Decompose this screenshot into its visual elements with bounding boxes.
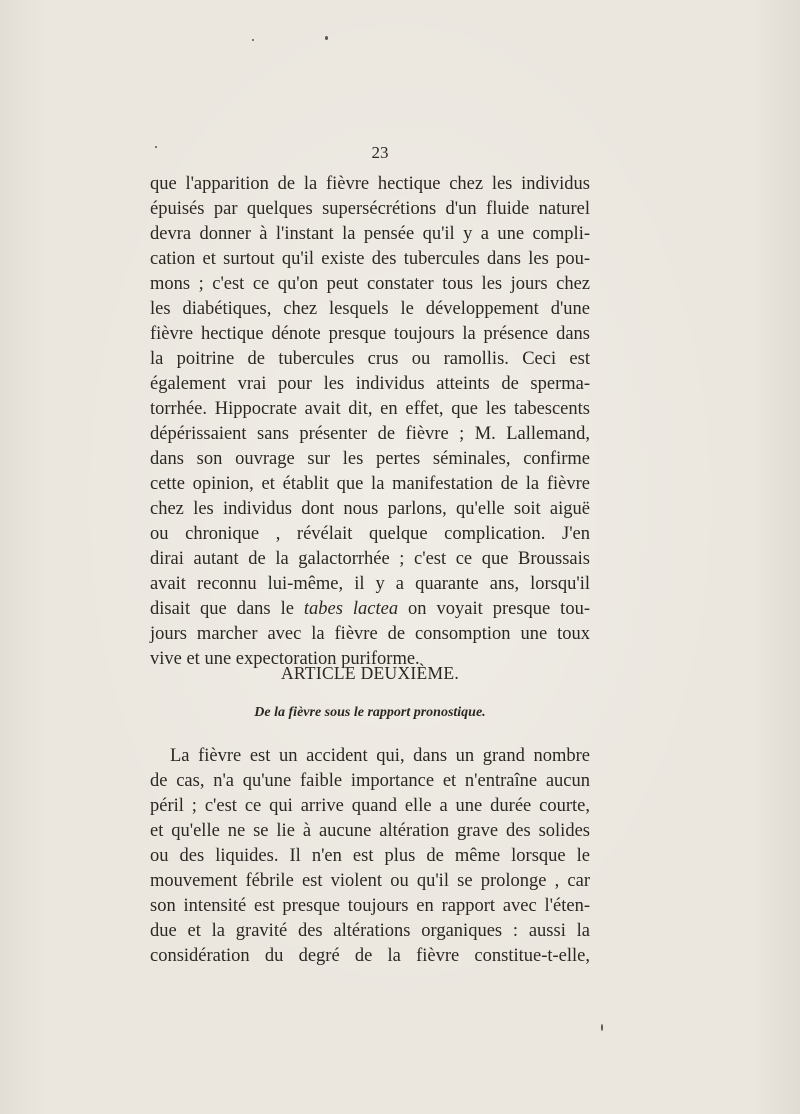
text-line: mouvement fébrile est violent ou qu'il se prolonge , car <box>150 871 590 891</box>
paragraph-2 <box>150 744 590 969</box>
text-line: cette opinion, et établit que la manifestation de la fièvre <box>150 474 590 494</box>
text-line: ou chronique , révélait quelque complication. J'en <box>150 524 590 544</box>
text-line: que l'apparition de la fièvre hectique chez les individus <box>150 174 590 194</box>
article-subheading: De la fièvre sous le rapport pronostique. <box>254 705 486 720</box>
paragraph-1 <box>150 172 590 672</box>
page-number: 23 <box>371 143 389 162</box>
text-line: épuisés par quelques supersécrétions d'un fluide naturel <box>150 199 590 219</box>
text-line: ou des liquides. Il n'en est plus de même lorsque le <box>150 846 590 866</box>
article-heading: ARTICLE DEUXIÈME. <box>280 663 460 683</box>
text-line: dans son ouvrage sur les pertes séminales, confirme <box>150 449 590 469</box>
text-line: dirai autant de la galactorrhée ; c'est ce que Broussais <box>150 549 590 569</box>
text-line: son intensité est presque toujours en rapport avec l'éten- <box>150 896 590 916</box>
text-line: de cas, n'a qu'une faible importance et n'entraîne aucun <box>150 771 590 791</box>
text-line: cation et surtout qu'il existe des tubercules dans les pou- <box>150 249 590 269</box>
text-line: également vrai pour les individus atteints de sperma- <box>150 374 590 394</box>
text-line: jours marcher avec la fièvre de consomption une toux <box>150 624 590 644</box>
text-line: La fièvre est un accident qui, dans un grand nombre <box>170 746 590 766</box>
text-line: considération du degré de la fièvre constitue-t-elle, <box>150 946 590 966</box>
ink-speck <box>155 146 157 148</box>
ink-speck <box>252 39 254 41</box>
ink-speck <box>601 1024 603 1031</box>
text-line: dépérissaient sans présenter de fièvre ; M. Lallemand, <box>150 424 590 444</box>
text-line: fièvre hectique dénote presque toujours la présence dans <box>150 324 590 344</box>
text-line: la poitrine de tubercules crus ou ramollis. Ceci est <box>150 349 590 369</box>
text-line: chez les individus dont nous parlons, qu'elle soit aiguë <box>150 499 590 519</box>
text-line: vive et une expectoration puriforme. <box>150 649 420 669</box>
text-line: péril ; c'est ce qui arrive quand elle a une durée courte, <box>150 796 590 816</box>
text-line: avait reconnu lui-même, il y a quarante ans, lorsqu'il <box>150 574 590 594</box>
text-line: mons ; c'est ce qu'on peut constater tous les jours chez <box>150 274 590 294</box>
ink-speck <box>325 36 328 40</box>
text-line: devra donner à l'instant la pensée qu'il y a une compli- <box>150 224 590 244</box>
text-line: et qu'elle ne se lie à aucune altération grave des solides <box>150 821 590 841</box>
text-line: disait que dans le tabes lactea on voyait presque tou- <box>150 599 590 619</box>
text-line: due et la gravité des altérations organiques : aussi la <box>150 921 590 941</box>
text-line: les diabétiques, chez lesquels le développement d'une <box>150 299 590 319</box>
text-line: torrhée. Hippocrate avait dit, en effet, que les tabescents <box>150 399 590 419</box>
